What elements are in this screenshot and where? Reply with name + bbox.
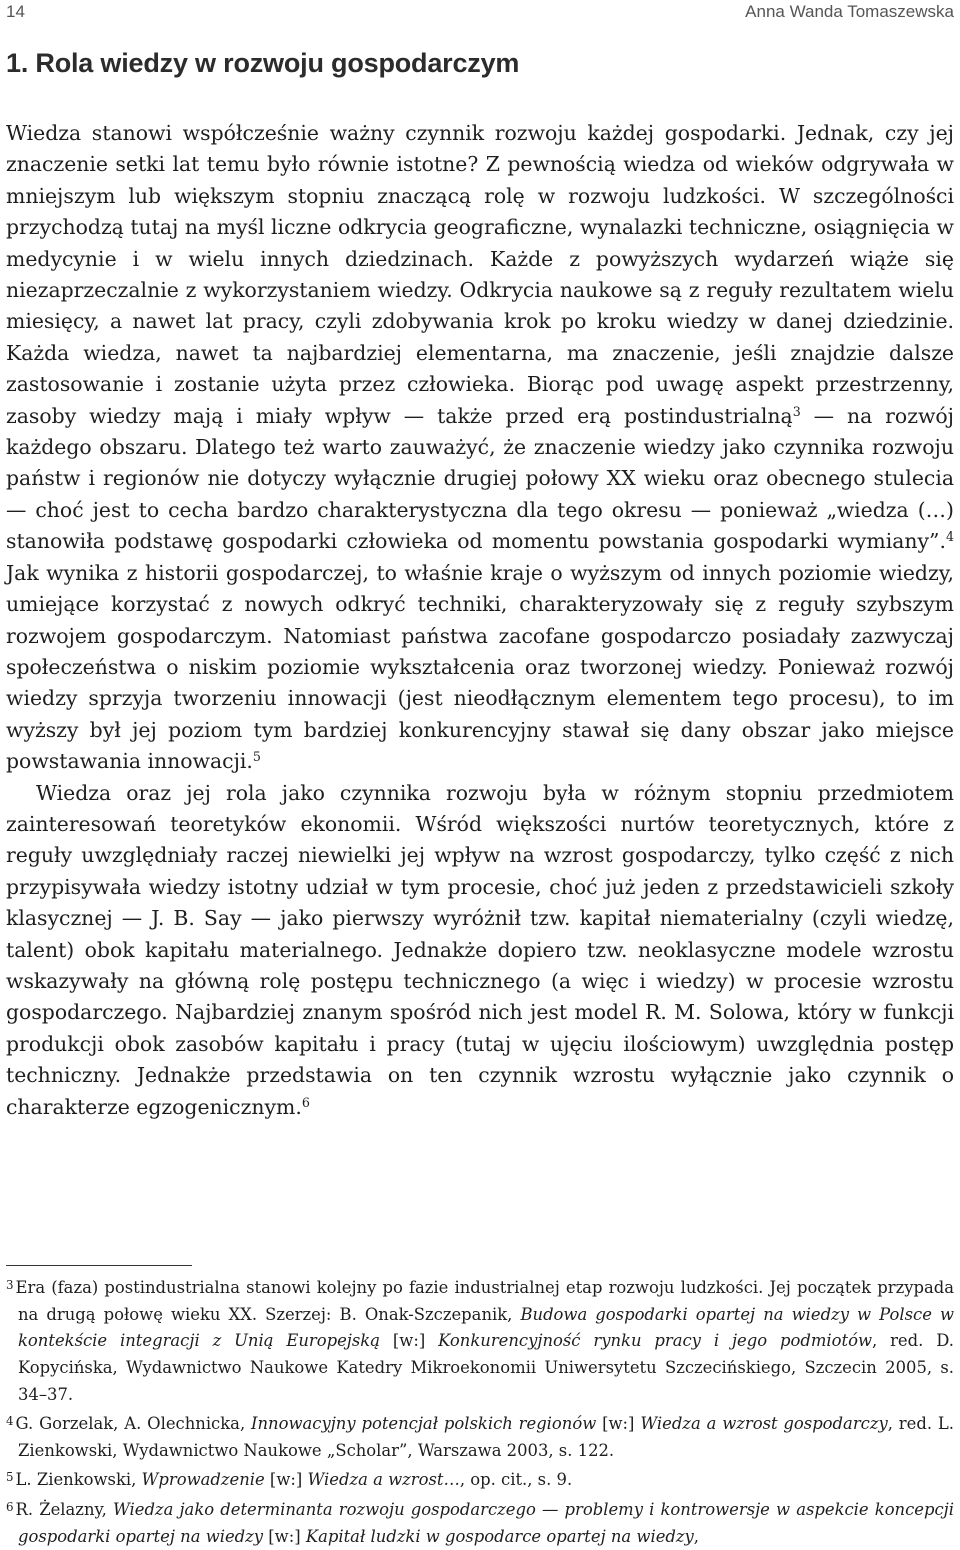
- footnote-text: , op. cit., s. 9.: [459, 1470, 573, 1490]
- section-title: 1. Rola wiedzy w rozwoju gospodarczym: [6, 48, 520, 78]
- footnote-text: G. Gorzelak, A. Olechnicka,: [15, 1414, 252, 1434]
- footnote-title: Budowa gospodarki opartej na wiedzy w Polsce w kontekście integracji z Unią Europejską: [18, 1304, 954, 1351]
- paragraph-text: Wiedza oraz jej rola jako czynnika rozwoju była w różnym stopniu przedmiotem zainteresowań teoretyków ekonomii. Wśród większości nurtów teoretycznych, które z reguły uwzględniały raczej niewielki jej wpływ na wzrost gospodarczy, tylko część z nich przypisywała wiedzy istotny udział w tym procesie, choć już jeden z przedstawicieli szkoły klasycznej — J. B. Say — jako pierwszy wyróżnił tzw. kapitał niematerialny (czyli wiedzę, talent) obok kapitału materialnego. Jednakże dopiero tzw. neoklasyczne modele wzrostu wskazywały na główną rolę postępu technicznego (a więc i wiedzy) w procesie wzrostu gospodarczego. Najbardziej znanym spośród nich jest model R. M. Solowa, który w funkcji produkcji obok zasobów kapitału i pracy (tutaj w ujęciu ilościowym) uwzględnia postęp techniczny. Jednakże przedstawia on ten czynnik wzrostu wyłącznie jako czynnik o charakterze egzogenicznym.: [6, 780, 954, 1119]
- footnotes: [6, 1272, 954, 1550]
- footnote-text: ,: [693, 1526, 699, 1546]
- paragraph-1: [6, 118, 954, 778]
- footnote-title: Kapitał ludzki w gospodarce opartej na wiedzy: [305, 1526, 694, 1546]
- footnote-text: L. Zienkowski,: [15, 1470, 142, 1490]
- paragraph-2: [6, 778, 954, 1123]
- footnote-ref-5[interactable]: 5: [252, 749, 261, 765]
- footnote-title: Wiedza jako determinanta rozwoju gospodarczego — problemy i kontrowersje w aspekcie koncepcji gospodarki opartej na wiedzy: [18, 1500, 954, 1546]
- footnote-number: 5: [6, 1470, 14, 1485]
- footnote-text: , red. D. Kopycińska, Wydawnictwo Naukowe Katedry Mikroekonomii Uniwersytetu Szczecińskiego, Szczecin 2005, s. 34–37.: [18, 1331, 954, 1404]
- footnote-4: [6, 1408, 954, 1464]
- footnote-3: [6, 1272, 954, 1408]
- footnote-number: 4: [6, 1414, 14, 1429]
- running-header: [6, 2, 954, 28]
- footnote-text: R. Żelazny,: [15, 1500, 113, 1520]
- footnote-divider: [6, 1265, 192, 1266]
- footnote-text: , red. L. Zienkowski, Wydawnictwo Naukowe „Scholar”, Warszawa 2003, s. 122.: [18, 1414, 954, 1460]
- footnote-number: 3: [6, 1278, 14, 1292]
- footnote-title: Wprowadzenie: [141, 1470, 265, 1490]
- running-author: Anna Wanda Tomaszewska: [745, 2, 954, 21]
- footnote-text: [w:]: [596, 1414, 641, 1434]
- page-number: 14: [6, 2, 25, 21]
- footnote-ref-6[interactable]: 6: [301, 1094, 310, 1110]
- footnote-text: [w:]: [380, 1331, 439, 1351]
- footnote-text: [w:]: [264, 1470, 308, 1490]
- paragraph-text: Jak wynika z historii gospodarczej, to właśnie kraje o wyższym od innych poziomie wiedzy, umiejące korzystać z nowych odkryć techniki, charakteryzowały się z reguły szybszym rozwojem gospodarczym. Natomiast państwa zacofane gospodarczo posiadały zazwyczaj społeczeństwa o niskim poziomie wykształcenia oraz tworzonej wiedzy. Ponieważ rozwój wiedzy sprzyja tworzeniu innowacji (jest nieodłącznym elementem tego procesu), to im wyższy był jej poziom tym bardziej konkurencyjny stawał się dany obszar jako miejsce powstawania innowacji.: [6, 560, 954, 774]
- footnote-title: Konkurencyjność rynku pracy i jego podmiotów: [438, 1331, 872, 1351]
- footnote-title: Innowacyjny potencjał polskich regionów: [251, 1414, 597, 1434]
- footnote-5: [6, 1464, 954, 1494]
- footnote-title: Wiedza a wzrost gospodarczy: [640, 1414, 888, 1434]
- footnote-ref-3[interactable]: 3: [792, 403, 801, 419]
- paragraph-text: — na rozwój każdego obszaru. Dlatego też warto zauważyć, że znaczenie wiedzy jako czynnika rozwoju państw i regionów nie dotyczy wyłącznie drugiej połowy XX wieku oraz obecnego stulecia — choć jest to cecha bardzo charakterystyczna dla tego okresu — ponieważ „wiedza (…) stanowiła podstawę gospodarki człowieka od momentu powstania gospodarki wymiany”.: [6, 403, 954, 554]
- footnote-title: Wiedza a wzrost…: [307, 1470, 460, 1490]
- body-text: [6, 118, 954, 1123]
- footnote-number: 6: [6, 1500, 14, 1515]
- footnote-6: [6, 1494, 954, 1550]
- footnote-text: Era (faza) postindustrialna stanowi kolejny po fazie industrialnej etap rozwoju ludzkości. Jej początek przypada na drugą połowę wieku XX. Szerzej: B. Onak-Szczepanik,: [15, 1278, 954, 1324]
- footnote-text: [w:]: [263, 1526, 306, 1546]
- paragraph-text: Wiedza stanowi współcześnie ważny czynnik rozwoju każdej gospodarki. Jednak, czy jej znaczenie setki lat temu było równie istotne? Z pewnością wiedza od wieków odgrywała w mniejszym lub większym stopniu znaczącą rolę w rozwoju ludzkości. W szczególności przychodzą tutaj na myśl liczne odkrycia geograficzne, wynalazki techniczne, osiągnięcia w medycynie i w wielu innych dziedzinach. Każde z powyższych wydarzeń wiąże się niezaprzeczalnie z wykorzystaniem wiedzy. Odkrycia naukowe są z reguły rezultatem wielu miesięcy, a nawet lat pracy, czyli zdobywania krok po kroku wiedzy w danej dziedzinie. Każda wiedza, nawet ta najbardziej elementarna, ma znaczenie, jeśli znajdzie dalsze zastosowanie i zostanie użyta przez człowieka. Biorąc pod uwagę aspekt przestrzenny, zasoby wiedzy mają i miały wpływ — także przed erą postindustrialną: [6, 121, 954, 428]
- footnote-ref-4[interactable]: 4: [945, 529, 954, 545]
